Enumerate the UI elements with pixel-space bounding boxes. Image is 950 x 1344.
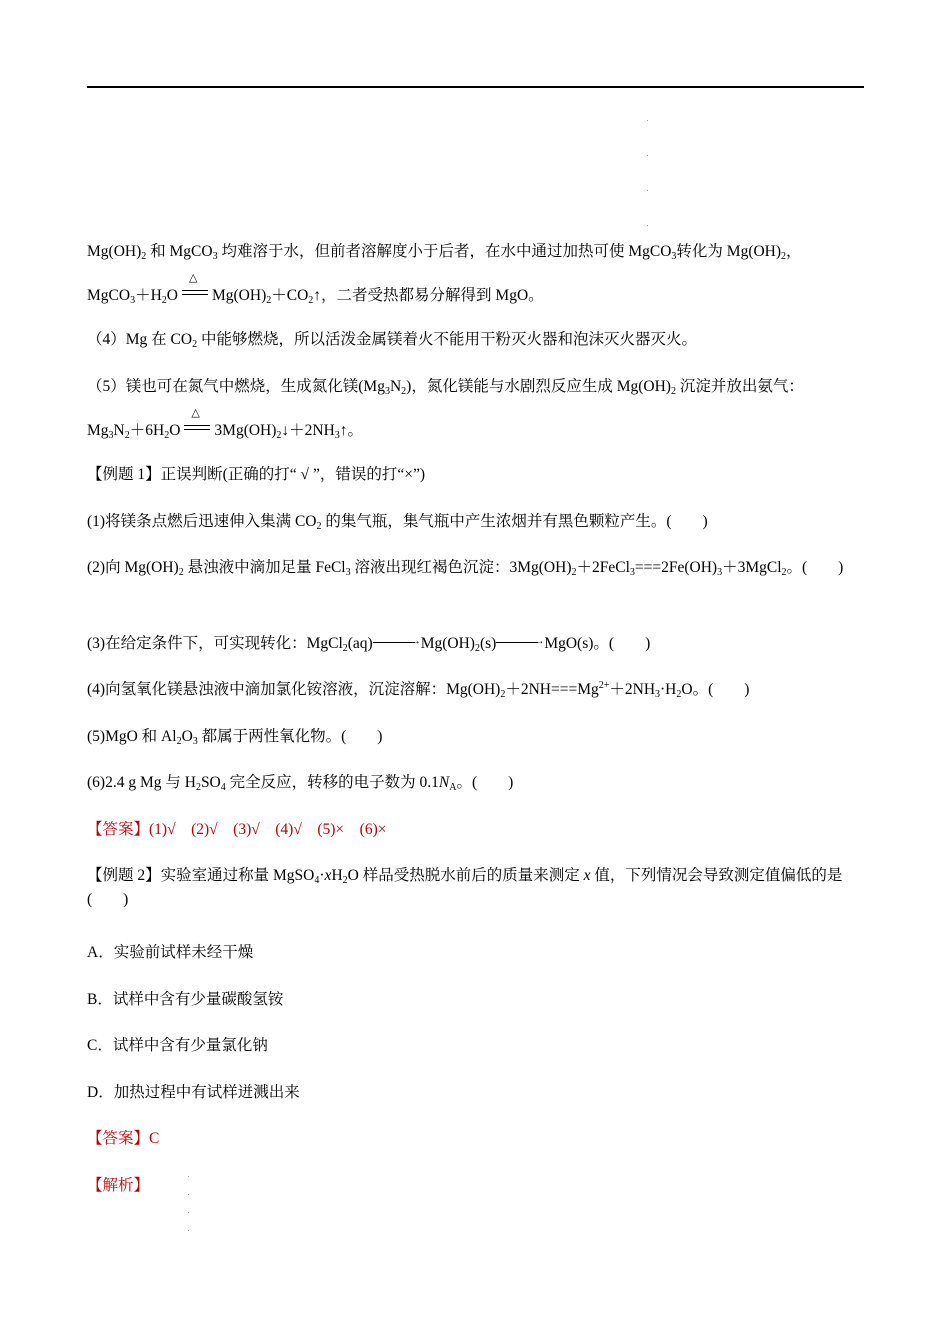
page-dot [188,1230,189,1231]
reaction-arrow: → [496,637,544,647]
page-dot [188,1176,189,1177]
option-a: A．实验前试样未经干燥 [87,944,254,961]
reaction-arrow: → [373,637,421,647]
page-dot [188,1212,189,1213]
example-2-label: 【例题 2】 [87,867,161,884]
question-6: (6)2.4 g Mg 与 $H_2SO_4$ 完全反应，转移的电子数为 $0.1N_A$。( ) [87,774,514,793]
text-line-5: （5）镁也可在氮气中燃烧，生成氮化镁$(Mg_3N_2)$，氮化镁能与水剧烈反应生成 $Mg(OH)_2$ 沉淀并放出氨气： [87,378,804,397]
question-3: (3)在给定条件下，可实现转化：MgCl$_2$(aq) → $Mg(OH)_2(s)$ → MgO(s)。( ) [87,635,651,654]
example-1-label: 【例题 1】 [87,466,161,483]
option-d: D．加热过程中有试样迸溅出来 [87,1084,300,1101]
page-dot [647,120,648,121]
analysis-label: 【解析】 [87,1177,150,1194]
option-c: C．试样中含有少量氯化钠 [87,1037,268,1054]
question-5: (5)MgO 和 $Al_2O_3$ 都属于两性氧化物。( ) [87,728,383,747]
page-dot [188,1194,189,1195]
example-1-heading [87,465,425,485]
answer-label: 【答案】 [87,821,150,838]
header-rule [87,86,864,88]
example-2-answer [87,1129,159,1149]
question-1: (1)将镁条点燃后迅速伸入集满 $CO_2$ 的集气瓶，集气瓶中产生浓烟并有黑色颗粒产生。( ) [87,513,708,532]
answer-label: 【答案】 [87,1130,150,1147]
page-dot [647,190,648,191]
page-dot [647,225,648,226]
question-4: (4)向氢氧化镁悬浊液中滴加氯化铵溶液，沉淀溶解：$Mg(OH)_2+2NH===Mg^{2+}+2NH_3\cdot H_2O$。( ) [87,680,750,700]
example-1-title: 正误判断(正确的打“ √ ”，错误的打“×”) [160,466,425,483]
example-2-stem: 【例题 2】实验室通过称量 $MgSO_4\cdot xH_2O$ 样品受热脱水前后的质量来测定 x 值，下列情况会导致测定值偏低的是( ) [87,867,843,908]
answer-text: (1)√ (2)√ (3)√ (4)√ (5)× (6)× [149,821,387,838]
answer-text: C [149,1130,160,1147]
heat-equals-sign: △ [184,419,210,439]
question-2: (2)向 $Mg(OH)_2$ 悬浊液中滴加足量 FeCl$_3$ 溶液出现红褐色沉淀：$3Mg(OH)_2+2FeCl_3===2Fe(OH)_3+3MgCl_2$。( ) [87,559,844,578]
heat-equals-sign: △ [182,284,208,304]
example-1-answer [87,820,386,840]
text-line-4: （4）Mg 在 $CO_2$ 中能够燃烧，所以活泼金属镁着火不能用干粉灭火器和泡沫灭火器灭火。 [87,331,697,350]
page-dot [647,155,648,156]
equation-mgco3-hydrolysis: $MgCO_3+H_2O$ △ $Mg(OH)_2+CO_2↑$，二者受热都易分解得到 MgO。 [87,272,544,306]
equation-mg3n2-hydrolysis: $Mg_3N_2+6H_2O$ △ $3Mg(OH)_2↓+2NH_3↑$。 [87,407,364,441]
option-b: B．试样中含有少量碳酸氢铵 [87,991,284,1008]
text-line-mgoh2-mgco3: $Mg(OH)_2$ 和 MgCO$_3$ 均难溶于水，但前者溶解度小于后者，在水中通过加热可使 MgCO$_3$转化为 $Mg(OH)_2$， [87,243,802,262]
